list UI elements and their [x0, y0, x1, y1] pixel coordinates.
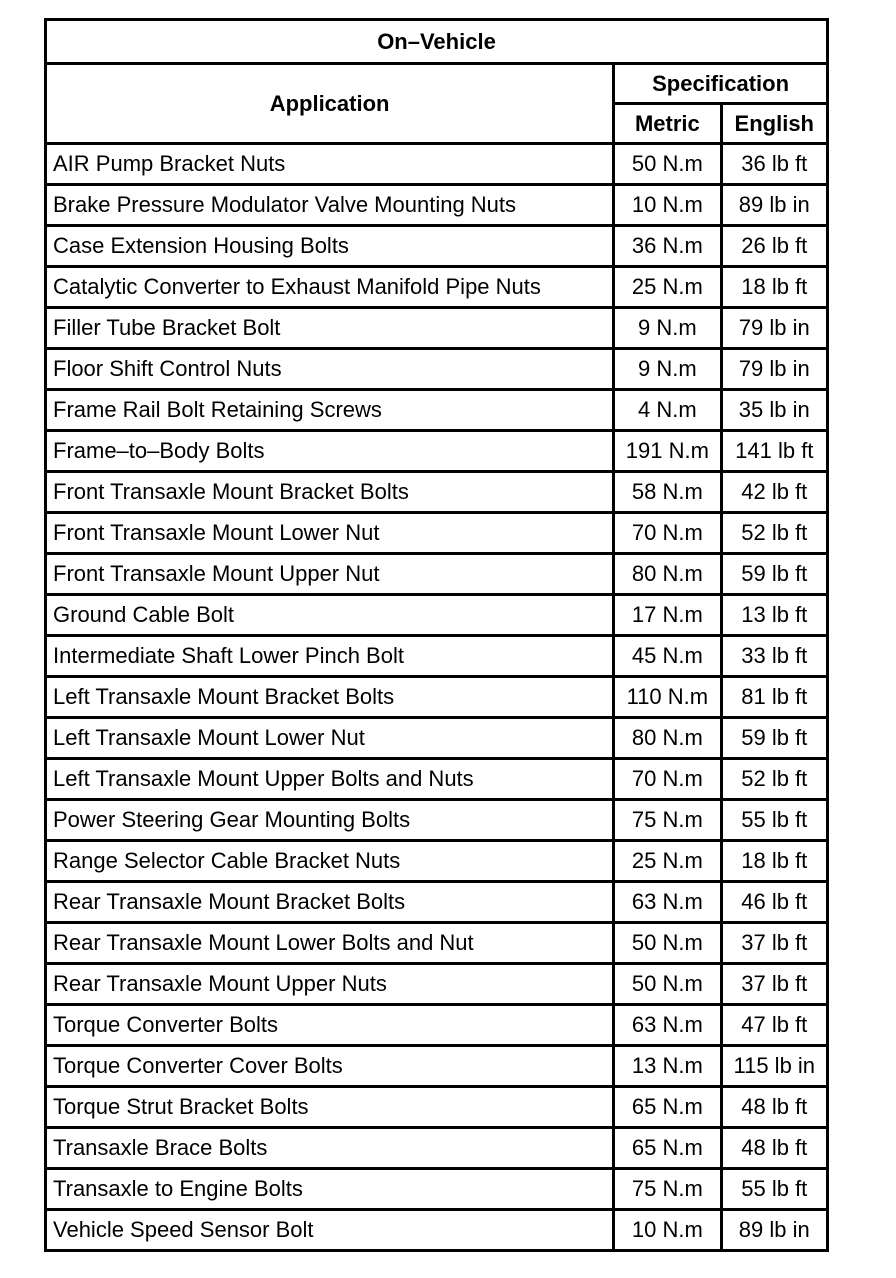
application-cell: Torque Strut Bracket Bolts: [46, 1087, 614, 1128]
english-cell: 33 lb ft: [721, 636, 827, 677]
english-cell: 13 lb ft: [721, 595, 827, 636]
application-cell: Torque Converter Cover Bolts: [46, 1046, 614, 1087]
table-row: [46, 595, 828, 636]
english-cell: 35 lb in: [721, 390, 827, 431]
english-cell: 89 lb in: [721, 1210, 827, 1251]
table-row: [46, 841, 828, 882]
table-row: [46, 349, 828, 390]
metric-cell: 4 N.m: [614, 390, 721, 431]
application-cell: Rear Transaxle Mount Lower Bolts and Nut: [46, 923, 614, 964]
english-cell: 48 lb ft: [721, 1087, 827, 1128]
english-cell: 89 lb in: [721, 185, 827, 226]
table-row: [46, 759, 828, 800]
application-cell: Catalytic Converter to Exhaust Manifold Pipe Nuts: [46, 267, 614, 308]
english-cell: 141 lb ft: [721, 431, 827, 472]
metric-cell: 10 N.m: [614, 1210, 721, 1251]
english-cell: 81 lb ft: [721, 677, 827, 718]
metric-cell: 10 N.m: [614, 185, 721, 226]
metric-cell: 50 N.m: [614, 964, 721, 1005]
table-row: [46, 1128, 828, 1169]
header-english: English: [721, 104, 827, 144]
table-row: [46, 1169, 828, 1210]
table-row: [46, 677, 828, 718]
application-cell: Torque Converter Bolts: [46, 1005, 614, 1046]
english-cell: 36 lb ft: [721, 144, 827, 185]
table-row: [46, 554, 828, 595]
english-cell: 37 lb ft: [721, 923, 827, 964]
metric-cell: 75 N.m: [614, 1169, 721, 1210]
metric-cell: 63 N.m: [614, 882, 721, 923]
metric-cell: 80 N.m: [614, 718, 721, 759]
metric-cell: 36 N.m: [614, 226, 721, 267]
metric-cell: 9 N.m: [614, 349, 721, 390]
application-cell: Transaxle Brace Bolts: [46, 1128, 614, 1169]
english-cell: 79 lb in: [721, 349, 827, 390]
metric-cell: 50 N.m: [614, 144, 721, 185]
metric-cell: 25 N.m: [614, 841, 721, 882]
header-specification: Specification: [614, 64, 828, 104]
application-cell: Transaxle to Engine Bolts: [46, 1169, 614, 1210]
table-row: [46, 923, 828, 964]
metric-cell: 110 N.m: [614, 677, 721, 718]
application-cell: Power Steering Gear Mounting Bolts: [46, 800, 614, 841]
metric-cell: 45 N.m: [614, 636, 721, 677]
table-row: [46, 800, 828, 841]
application-cell: Ground Cable Bolt: [46, 595, 614, 636]
english-cell: 55 lb ft: [721, 1169, 827, 1210]
application-cell: Frame–to–Body Bolts: [46, 431, 614, 472]
english-cell: 52 lb ft: [721, 759, 827, 800]
english-cell: 26 lb ft: [721, 226, 827, 267]
metric-cell: 80 N.m: [614, 554, 721, 595]
application-cell: Left Transaxle Mount Upper Bolts and Nuts: [46, 759, 614, 800]
table-row: [46, 636, 828, 677]
application-cell: Frame Rail Bolt Retaining Screws: [46, 390, 614, 431]
torque-spec-table: [44, 18, 829, 1252]
application-cell: Range Selector Cable Bracket Nuts: [46, 841, 614, 882]
table-row: [46, 1087, 828, 1128]
header-metric: Metric: [614, 104, 721, 144]
application-cell: Left Transaxle Mount Bracket Bolts: [46, 677, 614, 718]
metric-cell: 65 N.m: [614, 1087, 721, 1128]
application-cell: Vehicle Speed Sensor Bolt: [46, 1210, 614, 1251]
table-row: [46, 718, 828, 759]
application-cell: Front Transaxle Mount Lower Nut: [46, 513, 614, 554]
header-application: Application: [46, 64, 614, 144]
table-row: [46, 390, 828, 431]
metric-cell: 9 N.m: [614, 308, 721, 349]
table-row: [46, 431, 828, 472]
table-row: [46, 1046, 828, 1087]
metric-cell: 25 N.m: [614, 267, 721, 308]
english-cell: 18 lb ft: [721, 267, 827, 308]
english-cell: 46 lb ft: [721, 882, 827, 923]
english-cell: 79 lb in: [721, 308, 827, 349]
table-row: [46, 1005, 828, 1046]
table-row: [46, 513, 828, 554]
table-row: [46, 964, 828, 1005]
table-body: [46, 144, 828, 1251]
application-cell: Front Transaxle Mount Upper Nut: [46, 554, 614, 595]
application-cell: Front Transaxle Mount Bracket Bolts: [46, 472, 614, 513]
table-row: [46, 185, 828, 226]
application-cell: Floor Shift Control Nuts: [46, 349, 614, 390]
english-cell: 18 lb ft: [721, 841, 827, 882]
metric-cell: 63 N.m: [614, 1005, 721, 1046]
english-cell: 115 lb in: [721, 1046, 827, 1087]
application-cell: Left Transaxle Mount Lower Nut: [46, 718, 614, 759]
application-cell: AIR Pump Bracket Nuts: [46, 144, 614, 185]
metric-cell: 70 N.m: [614, 759, 721, 800]
application-cell: Case Extension Housing Bolts: [46, 226, 614, 267]
metric-cell: 58 N.m: [614, 472, 721, 513]
metric-cell: 13 N.m: [614, 1046, 721, 1087]
english-cell: 59 lb ft: [721, 554, 827, 595]
metric-cell: 191 N.m: [614, 431, 721, 472]
application-cell: Brake Pressure Modulator Valve Mounting Nuts: [46, 185, 614, 226]
application-cell: Rear Transaxle Mount Bracket Bolts: [46, 882, 614, 923]
english-cell: 37 lb ft: [721, 964, 827, 1005]
table-row: [46, 267, 828, 308]
table-row: [46, 144, 828, 185]
table-title: On–Vehicle: [46, 20, 828, 64]
metric-cell: 65 N.m: [614, 1128, 721, 1169]
english-cell: 48 lb ft: [721, 1128, 827, 1169]
english-cell: 55 lb ft: [721, 800, 827, 841]
english-cell: 59 lb ft: [721, 718, 827, 759]
table-row: [46, 308, 828, 349]
application-cell: Rear Transaxle Mount Upper Nuts: [46, 964, 614, 1005]
table-row: [46, 1210, 828, 1251]
metric-cell: 17 N.m: [614, 595, 721, 636]
english-cell: 47 lb ft: [721, 1005, 827, 1046]
metric-cell: 75 N.m: [614, 800, 721, 841]
application-cell: Intermediate Shaft Lower Pinch Bolt: [46, 636, 614, 677]
english-cell: 42 lb ft: [721, 472, 827, 513]
english-cell: 52 lb ft: [721, 513, 827, 554]
metric-cell: 50 N.m: [614, 923, 721, 964]
table-row: [46, 472, 828, 513]
metric-cell: 70 N.m: [614, 513, 721, 554]
table-row: [46, 882, 828, 923]
table-row: [46, 226, 828, 267]
application-cell: Filler Tube Bracket Bolt: [46, 308, 614, 349]
